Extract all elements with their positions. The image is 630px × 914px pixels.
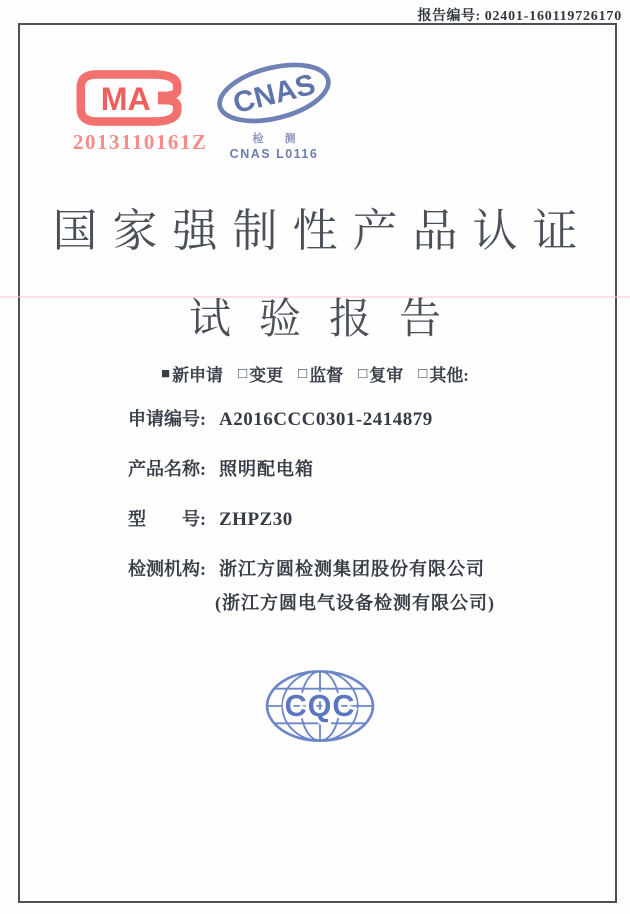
field-application-number bbox=[128, 405, 588, 434]
report-number bbox=[418, 5, 622, 25]
option-label: 新申请 bbox=[172, 366, 224, 385]
checkbox-empty-icon: □ bbox=[298, 366, 308, 382]
option-change bbox=[238, 361, 283, 386]
cqc-letters: CQC bbox=[284, 689, 356, 724]
cqc-mark bbox=[263, 668, 377, 744]
field-value: A2016CCC0301-2414879 bbox=[219, 409, 433, 430]
field-label: 产品名称: bbox=[128, 459, 206, 479]
cnas-accreditation-code: CNAS L0116 bbox=[229, 147, 319, 161]
cqc-logo-icon bbox=[263, 668, 377, 744]
field-value: 照明配电箱 bbox=[219, 459, 314, 479]
cnas-mark bbox=[212, 60, 336, 161]
cnas-logo-icon bbox=[212, 60, 336, 128]
checkbox-empty-icon: □ bbox=[418, 366, 428, 382]
application-type-row bbox=[0, 361, 630, 386]
checkbox-checked-icon: ■ bbox=[161, 366, 171, 382]
option-label: 其他: bbox=[429, 366, 469, 385]
cma-mark bbox=[73, 68, 208, 155]
field-value: 浙江方圆检测集团股份有限公司 bbox=[219, 559, 485, 579]
field-label: 申请编号: bbox=[128, 409, 206, 429]
field-model bbox=[128, 505, 588, 534]
report-number-value: 02401-160119726170 bbox=[484, 9, 622, 24]
option-other bbox=[418, 361, 469, 386]
option-label: 变更 bbox=[249, 366, 284, 385]
field-test-organization-line2: (浙江方圆电气设备检测有限公司) bbox=[215, 593, 495, 613]
option-new-application bbox=[161, 361, 223, 386]
option-supervision bbox=[298, 361, 343, 386]
cnas-letters: CNAS bbox=[229, 67, 319, 121]
option-review bbox=[358, 361, 403, 386]
cma-logo-icon bbox=[73, 68, 185, 128]
checkbox-empty-icon: □ bbox=[238, 366, 248, 382]
cma-license-number: 2013110161Z bbox=[73, 130, 208, 154]
option-label: 监督 bbox=[309, 366, 344, 385]
cma-letters: MA bbox=[100, 80, 151, 117]
field-test-organization bbox=[128, 555, 588, 584]
field-product-name bbox=[128, 455, 588, 484]
report-number-label: 报告编号: bbox=[417, 9, 481, 24]
field-value: ZHPZ30 bbox=[219, 509, 293, 530]
document-title-line1: 国家强制性产品认证 bbox=[52, 206, 593, 256]
document-title-line2: 试验报告 bbox=[188, 297, 469, 343]
option-label: 复审 bbox=[369, 366, 404, 385]
form-fields bbox=[128, 405, 588, 615]
checkbox-empty-icon: □ bbox=[358, 366, 368, 382]
field-label: 检测机构: bbox=[128, 559, 206, 579]
cnas-caption-cn: 检 测 bbox=[252, 133, 305, 145]
field-label: 型 号: bbox=[128, 509, 206, 529]
